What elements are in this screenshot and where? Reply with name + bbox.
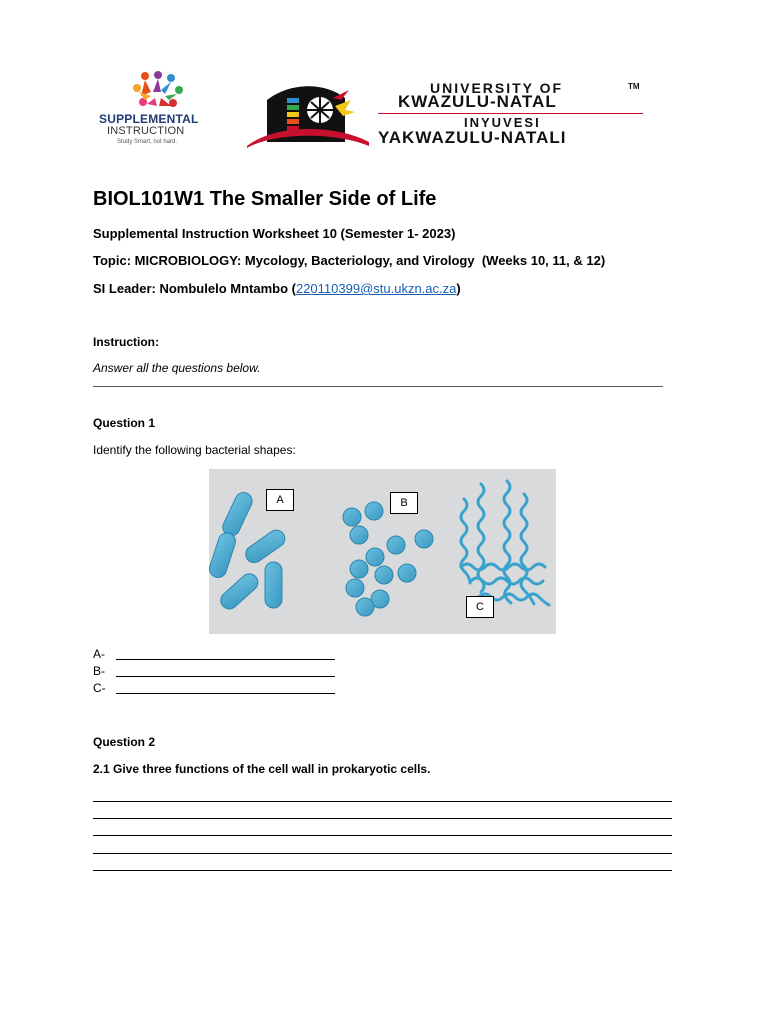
- si-logo-tagline: Study Smart, not hard.: [117, 139, 178, 145]
- ukzn-line3: INYUVESI: [464, 115, 541, 130]
- answer-label-b: B-: [93, 664, 105, 678]
- si-leader-prefix: SI Leader: Nombulelo Mntambo (: [93, 281, 296, 296]
- instruction-heading: Instruction:: [93, 335, 159, 349]
- people-circle-icon: [95, 70, 220, 112]
- answer-line-a[interactable]: [116, 659, 335, 660]
- supplemental-instruction-logo: [95, 70, 220, 150]
- instruction-text: Answer all the questions below.: [93, 361, 261, 375]
- answer-line-2-2[interactable]: [93, 818, 672, 819]
- si-leader-email-link[interactable]: 220110399@stu.ukzn.ac.za: [295, 281, 457, 296]
- si-leader-line: [93, 281, 461, 296]
- answer-line-2-4[interactable]: [93, 853, 672, 854]
- si-logo-line1: SUPPLEMENTAL: [99, 112, 199, 126]
- ukzn-wordmark: [378, 80, 648, 148]
- bacteria-illustration: [209, 469, 556, 634]
- answer-label-c: C-: [93, 681, 106, 695]
- question1-heading: Question 1: [93, 416, 156, 430]
- answer-line-c[interactable]: [116, 693, 335, 694]
- si-logo-line2: INSTRUCTION: [107, 125, 185, 137]
- figure-label-b: B: [390, 492, 418, 514]
- answer-label-a: A-: [93, 647, 105, 661]
- figure-label-c: C: [466, 596, 494, 618]
- question2-prompt: 2.1 Give three functions of the cell wall in prokaryotic cells.: [93, 762, 431, 776]
- page-title: BIOL101W1 The Smaller Side of Life: [93, 188, 437, 210]
- answer-line-b[interactable]: [116, 676, 335, 677]
- ukzn-line2: KWAZULU-NATAL: [398, 92, 557, 111]
- si-leader-suffix: ): [456, 281, 461, 296]
- answer-line-2-3[interactable]: [93, 835, 672, 836]
- question2-heading: Question 2: [93, 735, 156, 749]
- topic-line: Topic: MICROBIOLOGY: Mycology, Bacteriology, and Virology (Weeks 10, 11, & 12): [93, 253, 606, 268]
- ukzn-line4: YAKWAZULU-NATALI: [378, 128, 567, 147]
- section-divider: [93, 386, 663, 387]
- answer-line-2-5[interactable]: [93, 870, 672, 871]
- worksheet-line: Supplemental Instruction Worksheet 10 (Semester 1- 2023): [93, 226, 456, 241]
- ukzn-crest-icon: [245, 80, 373, 148]
- question1-prompt: Identify the following bacterial shapes:: [93, 443, 296, 457]
- ukzn-line1: UNIVERSITY OF: [430, 80, 564, 96]
- ukzn-divider: [378, 113, 643, 114]
- answer-line-2-1[interactable]: [93, 801, 672, 802]
- bacterial-shapes-figure: [209, 469, 556, 634]
- ukzn-crest-logo: [245, 80, 373, 148]
- figure-label-a: A: [266, 489, 294, 511]
- ukzn-tm: TM: [628, 82, 640, 91]
